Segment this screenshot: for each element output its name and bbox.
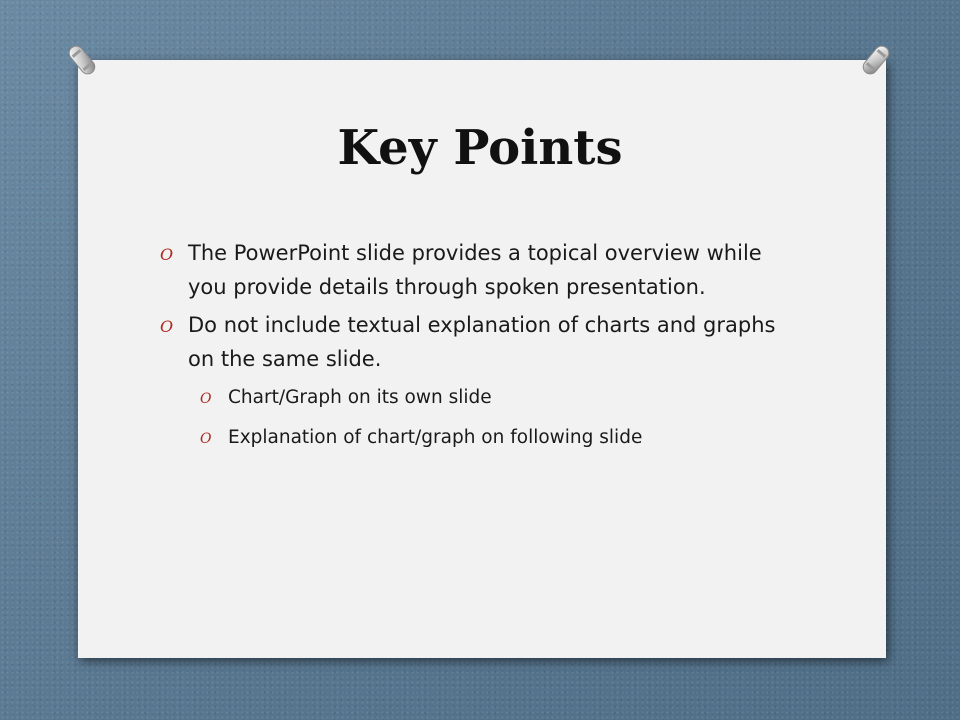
pushpin-icon xyxy=(856,40,896,80)
bullet-marker-icon: O xyxy=(160,317,174,336)
slide-title: Key Points xyxy=(337,120,623,176)
bullet-item xyxy=(160,308,800,458)
sub-bullet-item xyxy=(200,378,800,418)
sub-bullet-list xyxy=(188,378,800,458)
bullet-marker-icon: O xyxy=(160,245,174,264)
bullet-text: Do not include textual explanation of charts and graphs on the same slide. xyxy=(188,313,776,371)
pushpin-icon xyxy=(62,40,102,80)
sub-bullet-text: Chart/Graph on its own slide xyxy=(228,387,492,408)
bullet-text: The PowerPoint slide provides a topical overview while you provide details through spoken presentation. xyxy=(188,241,762,299)
bullet-marker-icon: O xyxy=(200,431,212,447)
sub-bullet-item xyxy=(200,418,800,458)
bullet-item xyxy=(160,236,800,304)
bullet-marker-icon: O xyxy=(200,391,212,407)
bullet-list xyxy=(160,236,800,462)
sub-bullet-text: Explanation of chart/graph on following slide xyxy=(228,427,643,448)
